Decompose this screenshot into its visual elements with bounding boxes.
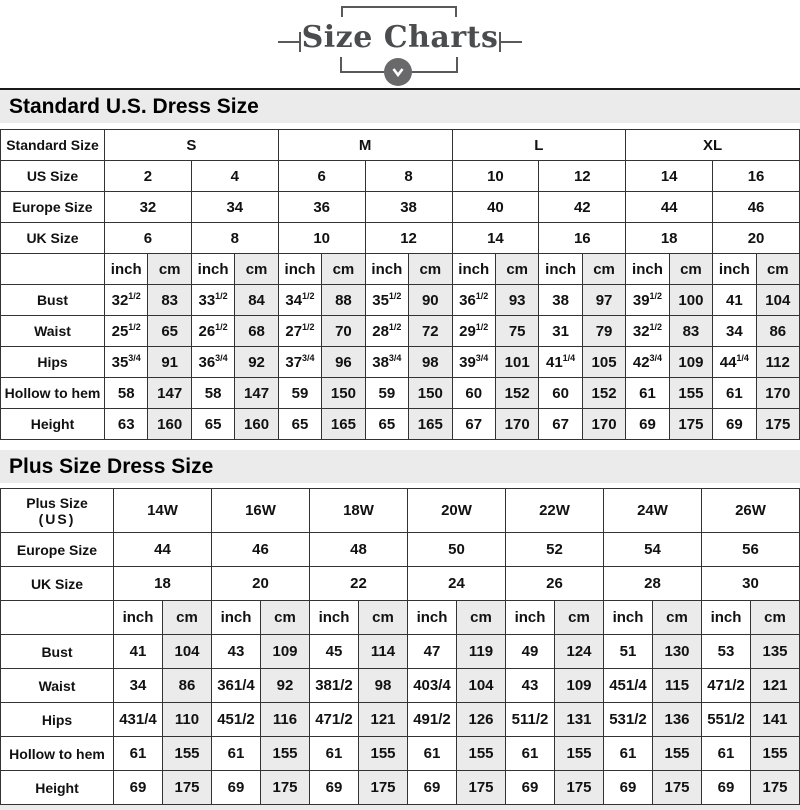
- table-row: [1, 567, 800, 601]
- table-cell: 92: [261, 669, 310, 703]
- table-cell: inch: [452, 254, 495, 285]
- row-label: [1, 254, 105, 285]
- table-cell: cm: [495, 254, 538, 285]
- table-cell: 155: [669, 378, 712, 409]
- table-cell: 431/4: [114, 703, 163, 737]
- table-cell: 18W: [310, 489, 408, 533]
- standard-size-heading: Standard U.S. Dress Size: [0, 88, 800, 123]
- table-cell: 18: [626, 223, 713, 254]
- table-cell: 2: [105, 161, 192, 192]
- table-cell: 175: [669, 409, 712, 440]
- table-cell: cm: [261, 601, 310, 635]
- table-cell: 65: [148, 316, 191, 347]
- table-cell: cm: [653, 601, 702, 635]
- table-cell: M: [278, 130, 452, 161]
- table-cell: $39^{1/2}$: [626, 285, 669, 316]
- table-cell: 8: [191, 223, 278, 254]
- table-cell: 75: [495, 316, 538, 347]
- table-cell: 69: [713, 409, 756, 440]
- table-cell: 175: [163, 771, 212, 805]
- table-cell: 56: [702, 533, 800, 567]
- table-cell: inch: [702, 601, 751, 635]
- table-row: [1, 669, 800, 703]
- table-cell: 110: [163, 703, 212, 737]
- table-cell: 551/2: [702, 703, 751, 737]
- table-cell: $33^{1/2}$: [191, 285, 234, 316]
- table-cell: 381/2: [310, 669, 359, 703]
- table-cell: 44: [114, 533, 212, 567]
- table-cell: 50: [408, 533, 506, 567]
- table-cell: inch: [105, 254, 148, 285]
- table-cell: 34: [114, 669, 163, 703]
- row-label: Waist: [1, 316, 105, 347]
- table-cell: 47: [408, 635, 457, 669]
- table-cell: XL: [626, 130, 800, 161]
- table-cell: 105: [582, 347, 625, 378]
- table-cell: 150: [409, 378, 452, 409]
- row-label: Europe Size: [1, 533, 114, 567]
- table-cell: inch: [365, 254, 408, 285]
- table-cell: inch: [191, 254, 234, 285]
- table-cell: cm: [457, 601, 506, 635]
- table-cell: 65: [278, 409, 321, 440]
- table-cell: 24: [408, 567, 506, 601]
- table-cell: 165: [409, 409, 452, 440]
- table-cell: $34^{1/2}$: [278, 285, 321, 316]
- table-cell: 88: [322, 285, 365, 316]
- table-cell: 141: [751, 703, 800, 737]
- table-cell: 61: [212, 737, 261, 771]
- table-cell: $37^{3/4}$: [278, 347, 321, 378]
- table-cell: $28^{1/2}$: [365, 316, 408, 347]
- table-cell: 175: [457, 771, 506, 805]
- table-cell: 18: [114, 567, 212, 601]
- table-cell: 150: [322, 378, 365, 409]
- table-cell: 112: [756, 347, 799, 378]
- bottom-strip-decoration: [0, 805, 800, 810]
- table-cell: 104: [457, 669, 506, 703]
- table-cell: 147: [235, 378, 278, 409]
- table-cell: 121: [751, 669, 800, 703]
- table-cell: $26^{1/2}$: [191, 316, 234, 347]
- table-row: [1, 771, 800, 805]
- table-cell: 51: [604, 635, 653, 669]
- table-cell: cm: [163, 601, 212, 635]
- table-cell: 84: [235, 285, 278, 316]
- table-cell: 69: [408, 771, 457, 805]
- table-cell: 531/2: [604, 703, 653, 737]
- table-cell: 175: [653, 771, 702, 805]
- table-cell: 403/4: [408, 669, 457, 703]
- table-cell: 175: [359, 771, 408, 805]
- table-cell: 58: [191, 378, 234, 409]
- table-cell: 52: [506, 533, 604, 567]
- table-cell: cm: [555, 601, 604, 635]
- table-cell: 14W: [114, 489, 212, 533]
- table-cell: 65: [365, 409, 408, 440]
- row-label: Standard Size: [1, 130, 105, 161]
- table-cell: 41: [114, 635, 163, 669]
- table-cell: $36^{1/2}$: [452, 285, 495, 316]
- table-cell: 135: [751, 635, 800, 669]
- table-cell: 109: [261, 635, 310, 669]
- table-row: [1, 347, 800, 378]
- table-cell: 160: [148, 409, 191, 440]
- table-cell: 61: [626, 378, 669, 409]
- table-cell: 165: [322, 409, 365, 440]
- row-label: Hollow to hem: [1, 737, 114, 771]
- table-cell: $32^{1/2}$: [105, 285, 148, 316]
- table-cell: inch: [626, 254, 669, 285]
- table-row: [1, 378, 800, 409]
- table-cell: cm: [235, 254, 278, 285]
- table-cell: 24W: [604, 489, 702, 533]
- table-cell: 4: [191, 161, 278, 192]
- table-cell: 34: [191, 192, 278, 223]
- table-cell: 69: [604, 771, 653, 805]
- table-cell: $29^{1/2}$: [452, 316, 495, 347]
- table-row: [1, 489, 800, 533]
- table-row: [1, 130, 800, 161]
- table-cell: 70: [322, 316, 365, 347]
- table-cell: 116: [261, 703, 310, 737]
- table-cell: 451/2: [212, 703, 261, 737]
- table-cell: 92: [235, 347, 278, 378]
- top-bracket-decoration: [341, 6, 457, 17]
- table-cell: 91: [148, 347, 191, 378]
- table-cell: inch: [408, 601, 457, 635]
- table-cell: 126: [457, 703, 506, 737]
- plus-size-table: [0, 488, 800, 805]
- table-cell: 6: [105, 223, 192, 254]
- table-cell: 175: [555, 771, 604, 805]
- table-cell: 34: [713, 316, 756, 347]
- table-cell: 124: [555, 635, 604, 669]
- table-cell: 100: [669, 285, 712, 316]
- table-cell: 155: [359, 737, 408, 771]
- table-cell: 155: [457, 737, 506, 771]
- table-cell: 155: [653, 737, 702, 771]
- table-row: [1, 285, 800, 316]
- table-cell: 12: [365, 223, 452, 254]
- row-label: Europe Size: [1, 192, 105, 223]
- table-cell: 53: [702, 635, 751, 669]
- table-cell: 114: [359, 635, 408, 669]
- table-cell: $41^{1/4}$: [539, 347, 582, 378]
- table-cell: 69: [626, 409, 669, 440]
- row-label: Plus Size (US): [1, 489, 114, 533]
- table-cell: 121: [359, 703, 408, 737]
- table-cell: cm: [322, 254, 365, 285]
- table-cell: 155: [261, 737, 310, 771]
- row-label: Height: [1, 409, 105, 440]
- table-cell: inch: [539, 254, 582, 285]
- table-cell: 65: [191, 409, 234, 440]
- table-cell: 119: [457, 635, 506, 669]
- table-cell: 16W: [212, 489, 310, 533]
- table-cell: 59: [278, 378, 321, 409]
- row-label: Hips: [1, 347, 105, 378]
- table-cell: S: [105, 130, 279, 161]
- table-cell: 31: [539, 316, 582, 347]
- table-cell: $38^{3/4}$: [365, 347, 408, 378]
- table-cell: 130: [653, 635, 702, 669]
- row-label: Waist: [1, 669, 114, 703]
- standard-size-section: [0, 88, 800, 440]
- table-row: [1, 192, 800, 223]
- table-cell: 41: [713, 285, 756, 316]
- table-cell: 20W: [408, 489, 506, 533]
- table-cell: 43: [506, 669, 555, 703]
- table-cell: 104: [163, 635, 212, 669]
- table-cell: 155: [751, 737, 800, 771]
- table-cell: 170: [582, 409, 625, 440]
- table-cell: 175: [751, 771, 800, 805]
- table-cell: 61: [310, 737, 359, 771]
- table-row: [1, 254, 800, 285]
- table-cell: $35^{3/4}$: [105, 347, 148, 378]
- table-cell: 61: [702, 737, 751, 771]
- table-cell: 83: [148, 285, 191, 316]
- table-cell: 59: [365, 378, 408, 409]
- row-label: Height: [1, 771, 114, 805]
- table-cell: 61: [408, 737, 457, 771]
- table-cell: 48: [310, 533, 408, 567]
- table-cell: 69: [114, 771, 163, 805]
- table-cell: 97: [582, 285, 625, 316]
- table-cell: 152: [582, 378, 625, 409]
- table-row: [1, 703, 800, 737]
- table-cell: $25^{1/2}$: [105, 316, 148, 347]
- table-cell: 38: [539, 285, 582, 316]
- table-cell: 471/2: [310, 703, 359, 737]
- table-cell: 98: [359, 669, 408, 703]
- table-cell: 67: [452, 409, 495, 440]
- table-cell: 83: [669, 316, 712, 347]
- table-cell: 42: [539, 192, 626, 223]
- row-label: US Size: [1, 161, 105, 192]
- table-cell: 155: [163, 737, 212, 771]
- table-cell: inch: [604, 601, 653, 635]
- table-cell: cm: [756, 254, 799, 285]
- table-cell: 28: [604, 567, 702, 601]
- table-cell: 16: [713, 161, 800, 192]
- table-cell: 12: [539, 161, 626, 192]
- table-cell: cm: [359, 601, 408, 635]
- table-cell: 491/2: [408, 703, 457, 737]
- table-cell: 22: [310, 567, 408, 601]
- row-label: UK Size: [1, 567, 114, 601]
- table-cell: 45: [310, 635, 359, 669]
- table-cell: 93: [495, 285, 538, 316]
- plus-size-heading: Plus Size Dress Size: [0, 450, 800, 483]
- table-cell: 60: [539, 378, 582, 409]
- table-cell: 69: [310, 771, 359, 805]
- table-cell: 43: [212, 635, 261, 669]
- table-cell: 10: [278, 223, 365, 254]
- table-row: [1, 635, 800, 669]
- table-cell: 10: [452, 161, 539, 192]
- table-cell: 109: [555, 669, 604, 703]
- table-cell: 104: [756, 285, 799, 316]
- table-cell: $39^{3/4}$: [452, 347, 495, 378]
- table-cell: 152: [495, 378, 538, 409]
- table-cell: 361/4: [212, 669, 261, 703]
- table-cell: 79: [582, 316, 625, 347]
- table-cell: 26W: [702, 489, 800, 533]
- table-cell: 63: [105, 409, 148, 440]
- table-cell: 54: [604, 533, 702, 567]
- right-line-decoration: [499, 41, 522, 43]
- table-row: [1, 409, 800, 440]
- table-row: [1, 737, 800, 771]
- table-cell: 170: [495, 409, 538, 440]
- table-cell: $27^{1/2}$: [278, 316, 321, 347]
- plus-size-table-container: [0, 488, 800, 805]
- table-cell: 61: [506, 737, 555, 771]
- table-cell: $32^{1/2}$: [626, 316, 669, 347]
- table-row: [1, 316, 800, 347]
- table-cell: 32: [105, 192, 192, 223]
- table-row: [1, 161, 800, 192]
- table-cell: 44: [626, 192, 713, 223]
- table-row: [1, 223, 800, 254]
- table-cell: 69: [702, 771, 751, 805]
- table-cell: 147: [148, 378, 191, 409]
- table-cell: 6: [278, 161, 365, 192]
- table-cell: 46: [713, 192, 800, 223]
- table-cell: 86: [163, 669, 212, 703]
- table-cell: 170: [756, 378, 799, 409]
- table-cell: 109: [669, 347, 712, 378]
- table-cell: 451/4: [604, 669, 653, 703]
- table-cell: 115: [653, 669, 702, 703]
- table-cell: 36: [278, 192, 365, 223]
- table-row: [1, 601, 800, 635]
- standard-size-table-container: [0, 129, 800, 440]
- row-label: Bust: [1, 285, 105, 316]
- table-cell: 69: [212, 771, 261, 805]
- table-cell: L: [452, 130, 626, 161]
- table-cell: inch: [506, 601, 555, 635]
- table-cell: 72: [409, 316, 452, 347]
- table-cell: 20: [212, 567, 310, 601]
- table-cell: inch: [114, 601, 163, 635]
- table-cell: inch: [212, 601, 261, 635]
- table-cell: cm: [148, 254, 191, 285]
- table-row: [1, 533, 800, 567]
- table-cell: 46: [212, 533, 310, 567]
- table-cell: 61: [604, 737, 653, 771]
- table-cell: 22W: [506, 489, 604, 533]
- row-label: Hollow to hem: [1, 378, 105, 409]
- chevron-down-icon: [384, 58, 412, 86]
- table-cell: 511/2: [506, 703, 555, 737]
- table-cell: inch: [278, 254, 321, 285]
- table-cell: 86: [756, 316, 799, 347]
- table-cell: 175: [261, 771, 310, 805]
- table-cell: $35^{1/2}$: [365, 285, 408, 316]
- table-cell: 131: [555, 703, 604, 737]
- table-cell: 98: [409, 347, 452, 378]
- table-cell: 90: [409, 285, 452, 316]
- table-cell: 49: [506, 635, 555, 669]
- table-cell: 61: [114, 737, 163, 771]
- table-cell: 136: [653, 703, 702, 737]
- table-cell: 155: [555, 737, 604, 771]
- table-cell: cm: [751, 601, 800, 635]
- row-label: UK Size: [1, 223, 105, 254]
- size-charts-header: [0, 0, 800, 88]
- table-cell: cm: [669, 254, 712, 285]
- table-cell: 38: [365, 192, 452, 223]
- table-cell: inch: [713, 254, 756, 285]
- table-cell: 30: [702, 567, 800, 601]
- table-cell: 26: [506, 567, 604, 601]
- table-cell: 14: [626, 161, 713, 192]
- table-cell: 96: [322, 347, 365, 378]
- table-cell: 8: [365, 161, 452, 192]
- table-cell: 61: [713, 378, 756, 409]
- table-cell: 160: [235, 409, 278, 440]
- table-cell: 60: [452, 378, 495, 409]
- table-cell: cm: [409, 254, 452, 285]
- table-cell: $44^{1/4}$: [713, 347, 756, 378]
- plus-size-section: [0, 450, 800, 805]
- table-cell: 58: [105, 378, 148, 409]
- table-cell: 67: [539, 409, 582, 440]
- row-label: [1, 601, 114, 635]
- table-cell: inch: [310, 601, 359, 635]
- table-cell: 471/2: [702, 669, 751, 703]
- row-label: Hips: [1, 703, 114, 737]
- row-label: Bust: [1, 635, 114, 669]
- table-cell: 69: [506, 771, 555, 805]
- table-cell: 14: [452, 223, 539, 254]
- table-cell: 16: [539, 223, 626, 254]
- table-cell: 20: [713, 223, 800, 254]
- table-cell: 40: [452, 192, 539, 223]
- table-cell: cm: [582, 254, 625, 285]
- standard-size-table: [0, 129, 800, 440]
- table-cell: $42^{3/4}$: [626, 347, 669, 378]
- page-title: Size Charts: [301, 20, 499, 55]
- table-cell: $36^{3/4}$: [191, 347, 234, 378]
- table-cell: 68: [235, 316, 278, 347]
- table-cell: 175: [756, 409, 799, 440]
- table-cell: 101: [495, 347, 538, 378]
